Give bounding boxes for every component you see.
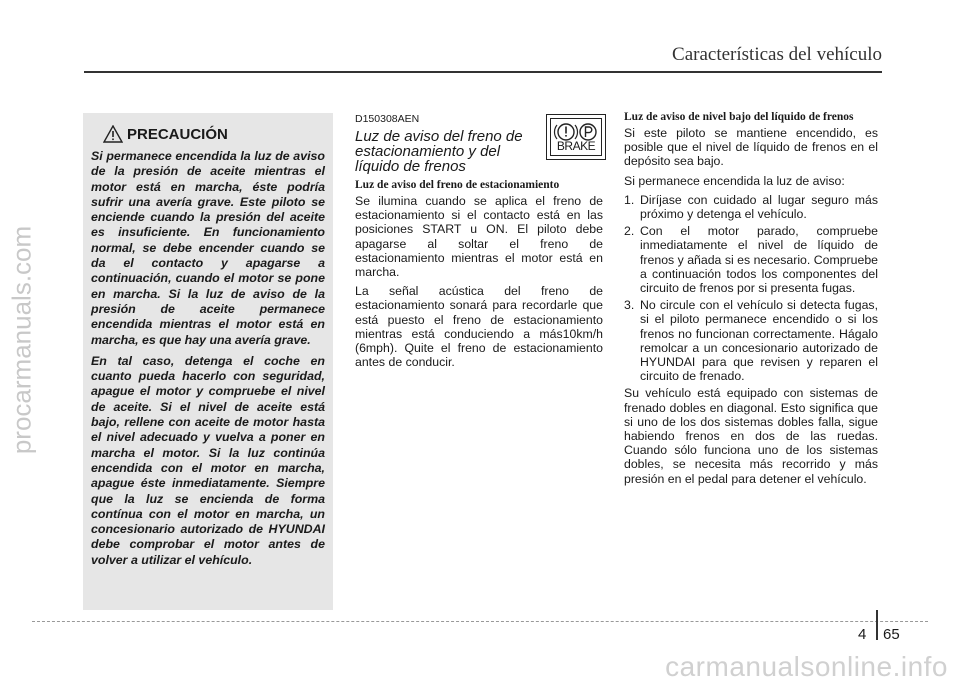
header-rule [84, 71, 882, 73]
section-title: Luz de aviso del freno de estacionamiento y del líquido de frenos [355, 128, 523, 175]
brake-fluid-column [624, 111, 878, 491]
brake-fluid-paragraph-2: Si permanece encendida la luz de aviso: [624, 173, 845, 188]
brake-icon-label: BRAKE [556, 139, 596, 153]
list-item-text: Diríjase con cuidado al lugar seguro más próximo y detenga el vehículo. [640, 192, 878, 222]
list-item [624, 193, 878, 221]
brake-fluid-subhead: Luz de aviso de nivel bajo del líquido de frenos [624, 111, 854, 123]
side-watermark [2, 170, 42, 510]
list-item-number: 3. [624, 298, 635, 313]
side-watermark-text: procarmanuals.com [6, 225, 37, 455]
caution-header [103, 123, 325, 145]
list-item [624, 298, 878, 383]
bottom-watermark: carmanualsonline.info [665, 651, 948, 682]
warning-triangle-icon [103, 125, 123, 143]
footer-rule [32, 621, 928, 623]
list-item [624, 224, 878, 295]
caution-box [83, 113, 333, 610]
parking-brake-paragraph-1: Se ilumina cuando se aplica el freno de estacionamiento si el contacto está en las posiciones START u ON. El piloto debe apagarse al soltar el freno de estacionamiento mientras el motor está en marcha. [355, 194, 603, 280]
caution-paragraph-1: Si permanece encendida la luz de aviso de la presión de aceite mientras el motor está en marcha, éste podría sufrir una avería grave. Este piloto se enciende cuando la presión del aceite es insuficiente. En funcionamiento normal, se debe encender cuando se da el contacto y apagarse a continuación, cuando el motor se pone en marcha. Si la luz de aviso de la presión de aceite permanece encendida mientras el motor está en marcha, es que hay una avería grave. [91, 149, 325, 347]
caution-title: PRECAUCIÓN [127, 125, 228, 143]
list-item-text: Con el motor parado, compruebe inmediatamente el nivel de líquido de frenos y añada si es necesario. Compruebe a continuación todos los componentes del circuito de frenos por si presenta fugas. [640, 224, 878, 296]
caution-paragraph-2: En tal caso, detenga el coche en cuanto pueda hacerlo con seguridad, apague el motor y compruebe el nivel de aceite. Si el nivel de aceite está bajo, rellene con aceite de motor hasta el nivel adecuado y vuelva a poner en marcha el motor. Si la luz continúa encendida con el motor en marcha, apague éste inmediatamente. Siempre que la luz se encienda de forma contínua con el motor en marcha, un concesionario autorizado de HYUNDAI debe comprobar el motor antes de volver a utilizar el vehículo. [91, 353, 325, 567]
chapter-number: 4 [858, 626, 867, 643]
section-code: D150308AEN [355, 113, 420, 125]
page-header-title: Características del vehículo [672, 44, 882, 65]
list-item-text: No circule con el vehículo si detecta fugas, si el piloto permanece encendido o si los frenos no funcionan correctamente. Hágalo remolcar a un concesionario autorizado de HYUNDAI para que revisen y reparen el circuito de frenado. [640, 298, 878, 384]
parking-brake-paragraph-2: La señal acústica del freno de estacionamiento sonará para recordarle que está puesto el freno de estacionamiento mientras está conduciendo a más10km/h (6mph). Quite el freno de estacionamiento antes de conducir. [355, 284, 603, 370]
page-number: 65 [883, 626, 900, 643]
brake-fluid-paragraph-1: Si este piloto se mantiene encendido, es posible que el nivel de líquido de frenos en el depósito sea bajo. [624, 126, 878, 169]
brake-fluid-paragraph-3: Su vehículo está equipado con sistemas de frenado dobles en diagonal. Esto significa que si uno de los dos sistemas dobles falla, sigue habiendo frenos en dos de las ruedas. Cuando sólo funciona uno de los sistemas dobles, se necesita más recorrido y más presión en el pedal para detener el vehículo. [624, 386, 878, 486]
list-item-number: 2. [624, 224, 635, 239]
parking-brake-subhead: Luz de aviso del freno de estacionamiento [355, 179, 560, 191]
brake-icon-frame [550, 118, 602, 156]
brake-warning-icon [546, 114, 606, 160]
footer-separator [876, 610, 878, 640]
list-item-number: 1. [624, 192, 635, 207]
